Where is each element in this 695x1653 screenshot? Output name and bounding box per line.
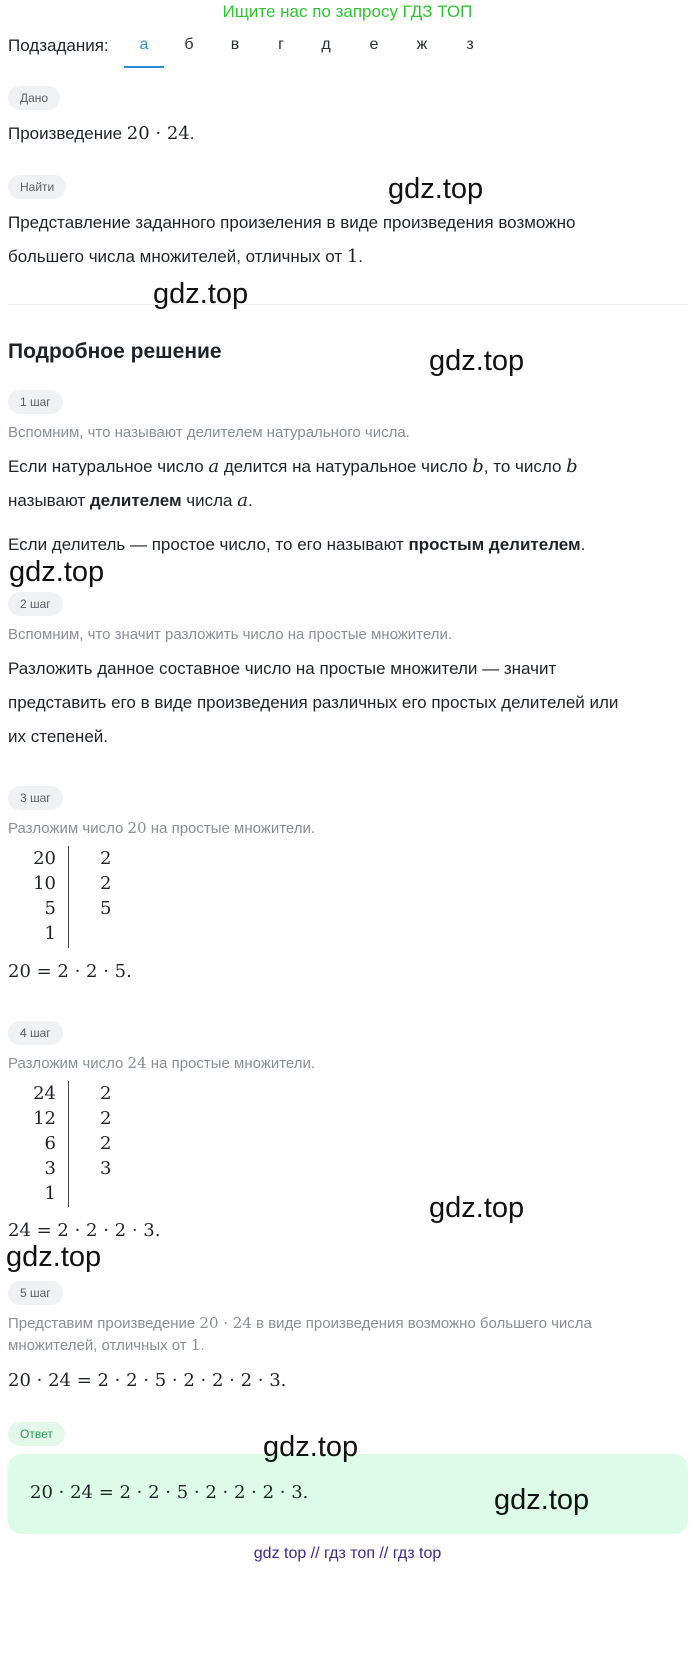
step1-p1-a: Если натуральное число bbox=[8, 457, 209, 476]
var-b: b bbox=[472, 456, 484, 477]
var-b2: b bbox=[566, 456, 578, 477]
step3-hint bbox=[8, 817, 315, 840]
step4-hint bbox=[8, 1052, 315, 1075]
step4-result: 24 = 2 · 2 · 2 · 3. bbox=[8, 1220, 161, 1241]
tab-zh[interactable]: ж bbox=[416, 36, 428, 53]
watermark: gdz.top bbox=[263, 1431, 359, 1463]
step1-p3-a: Если делитель — простое число, то его называют bbox=[8, 535, 409, 554]
watermark: gdz.top bbox=[429, 1192, 525, 1224]
factor-left: 1 bbox=[44, 923, 56, 944]
find-line2-suffix: . bbox=[358, 247, 364, 266]
step1-p2 bbox=[8, 484, 253, 518]
factor-right: 3 bbox=[100, 1158, 112, 1179]
step5-hint-b: в виде произведения возможно большего числа bbox=[251, 1315, 592, 1332]
step1-p1 bbox=[8, 450, 578, 484]
step1-p1-c: , то число bbox=[483, 457, 567, 476]
given-chip: Дано bbox=[8, 86, 60, 110]
solution-heading: Подробное решение bbox=[8, 340, 222, 363]
tab-z[interactable]: з bbox=[466, 36, 474, 53]
watermark: gdz.top bbox=[494, 1484, 590, 1516]
step3-result: 20 = 2 · 2 · 5. bbox=[8, 961, 132, 982]
tab-a[interactable]: а bbox=[124, 36, 164, 64]
step5-hint-c: множителей, отличных от bbox=[8, 1337, 191, 1354]
find-line2-prefix: большего числа множителей, отличных от bbox=[8, 247, 347, 266]
var-a: a bbox=[208, 456, 220, 477]
factor-left: 5 bbox=[44, 898, 56, 919]
find-line1: Представление заданного произеления в виде произведения возможно bbox=[8, 213, 576, 232]
watermark: gdz.top bbox=[153, 278, 249, 310]
step1-p2-bold: делителем bbox=[89, 491, 182, 510]
step2-line3: их степеней. bbox=[8, 727, 108, 746]
factor-left: 12 bbox=[33, 1108, 56, 1129]
step1-chip: 1 шаг bbox=[8, 390, 63, 414]
subtasks-tabs bbox=[8, 34, 688, 66]
factor-left: 10 bbox=[33, 873, 56, 894]
step2-line2: представить его в виде произведения различных его простых делителей или bbox=[8, 693, 619, 712]
subtasks-label: Подзадания: bbox=[8, 36, 109, 55]
step2-line1: Разложить данное составное число на простые множители — значит bbox=[8, 659, 557, 678]
answer-chip: Ответ bbox=[8, 1422, 65, 1446]
step3-chip: 3 шаг bbox=[8, 786, 63, 810]
step4-hint-b: на простые множители. bbox=[146, 1055, 316, 1072]
divider bbox=[8, 304, 688, 305]
watermark: gdz.top bbox=[429, 345, 525, 377]
factor-left: 24 bbox=[33, 1083, 56, 1104]
step5-chip: 5 шаг bbox=[8, 1281, 63, 1305]
step5-hint-d: . bbox=[200, 1337, 205, 1354]
factor-right: 2 bbox=[100, 848, 112, 869]
step4-hint-a: Разложим число bbox=[8, 1055, 128, 1072]
step3-hint-a: Разложим число bbox=[8, 820, 128, 837]
find-chip: Найти bbox=[8, 175, 66, 199]
factor-left: 6 bbox=[44, 1133, 56, 1154]
step1-p1-b: делится на натуральное число bbox=[219, 457, 473, 476]
tab-d[interactable]: д bbox=[321, 36, 331, 53]
step1-p2-b: числа bbox=[181, 491, 238, 510]
step3-hint-num: 20 bbox=[127, 819, 147, 837]
var-a2: a bbox=[237, 490, 248, 511]
step5-hint-math: 20 · 24 bbox=[199, 1314, 252, 1332]
watermark: gdz.top bbox=[9, 556, 105, 588]
tab-e[interactable]: е bbox=[369, 36, 379, 53]
step1-hint: Вспомним, что называют делителем натурального числа. bbox=[8, 424, 410, 441]
watermark: gdz.top bbox=[6, 1241, 102, 1273]
tab-v[interactable]: в bbox=[230, 36, 240, 53]
step3-hint-b: на простые множители. bbox=[146, 820, 316, 837]
factor-right: 2 bbox=[100, 1133, 112, 1154]
step5-hint-line2 bbox=[8, 1334, 205, 1357]
tab-g[interactable]: г bbox=[278, 36, 284, 53]
promo-banner: Ищите нас по запросу ГДЗ ТОП bbox=[222, 2, 473, 21]
given-text bbox=[8, 117, 195, 151]
step2-chip: 2 шаг bbox=[8, 592, 63, 616]
step5-hint-line1 bbox=[8, 1312, 592, 1335]
factor-divider bbox=[68, 1081, 69, 1207]
step4-hint-num: 24 bbox=[127, 1054, 147, 1072]
step4-chip: 4 шаг bbox=[8, 1021, 63, 1045]
factor-left: 3 bbox=[44, 1158, 56, 1179]
step1-p2-a: называют bbox=[8, 491, 90, 510]
factor-right: 5 bbox=[100, 898, 112, 919]
given-math: 20 · 24 bbox=[126, 123, 190, 144]
step5-hint-math2: 1 bbox=[190, 1336, 201, 1354]
step1-p2-c: . bbox=[247, 491, 253, 510]
watermark: gdz.top bbox=[388, 173, 484, 205]
step5-result: 20 · 24 = 2 · 2 · 5 · 2 · 2 · 2 · 3. bbox=[8, 1370, 287, 1391]
find-line2 bbox=[8, 240, 363, 274]
step1-p3-bold: простым делителем bbox=[408, 535, 581, 554]
factor-left: 1 bbox=[44, 1183, 56, 1204]
factor-right: 2 bbox=[100, 1083, 112, 1104]
tab-b[interactable]: б bbox=[184, 36, 194, 53]
step1-p3-b: . bbox=[580, 535, 586, 554]
find-line2-math: 1 bbox=[346, 246, 359, 267]
step5-hint-a: Представим произведение bbox=[8, 1315, 200, 1332]
given-prefix: Произведение bbox=[8, 124, 127, 143]
step2-hint: Вспомним, что значит разложить число на простые множители. bbox=[8, 626, 453, 643]
answer-value: 20 · 24 = 2 · 2 · 5 · 2 · 2 · 2 · 3. bbox=[30, 1482, 309, 1503]
factor-right: 2 bbox=[100, 1108, 112, 1129]
factor-left: 20 bbox=[33, 848, 56, 869]
given-suffix: . bbox=[189, 124, 195, 143]
footer-links[interactable]: gdz top // гдз топ // гдз top bbox=[253, 1545, 442, 1562]
factor-right: 2 bbox=[100, 873, 112, 894]
factor-divider bbox=[68, 846, 69, 948]
